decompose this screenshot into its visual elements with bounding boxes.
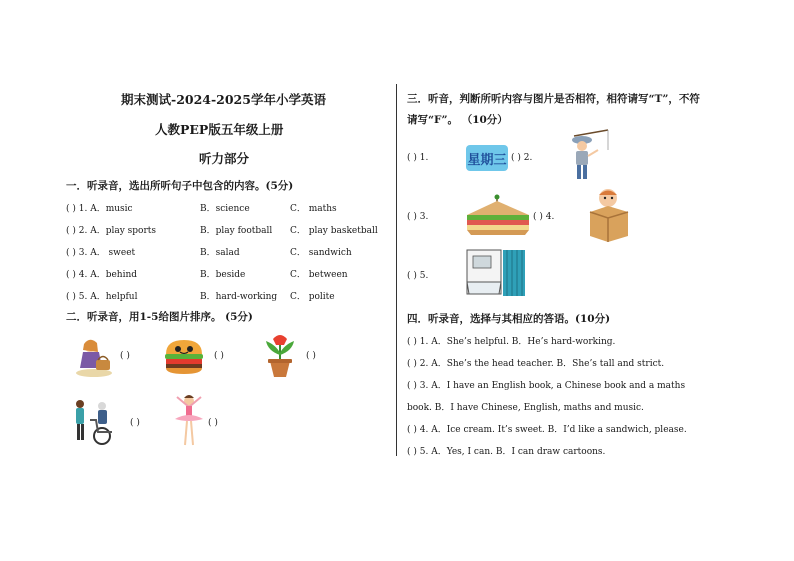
s3-item-1-label: ( ) 1.: [407, 153, 429, 163]
bathroom-icon: [465, 248, 527, 300]
s1-q4: ( ) 4. A．behind: [66, 270, 138, 280]
column-divider: [396, 84, 397, 456]
ballerina-icon: [173, 393, 205, 449]
hamburger-icon: [163, 338, 205, 376]
wheelchair-icon: [72, 398, 120, 446]
exam-title: 期末测试-2024-2025学年小学英语: [121, 92, 326, 107]
s4-line-3-cont: book. B．I have Chinese, English, maths and music.: [407, 403, 644, 413]
s1-q2-c: C． play basketball: [290, 226, 378, 236]
s1-q3-c: C． sandwich: [290, 248, 352, 258]
s1-q1: ( ) 1. A．music: [66, 204, 133, 214]
s1-q1-b: B．science: [200, 204, 250, 214]
s2-answer-paren-4: ( ): [130, 418, 140, 428]
s1-q3: ( ) 3. A． sweet: [66, 248, 136, 258]
section3-heading-line2: 请写“F”。 （10分）: [407, 114, 508, 126]
s4-line-4: ( ) 4. A．Ice cream. It’s sweet. B．I’d like a sandwich, please.: [407, 425, 687, 435]
s1-q2: ( ) 2. A．play sports: [66, 226, 156, 236]
s3-item-2-paren: ( ) 2.: [511, 153, 533, 163]
s1-q2-b: B．play football: [200, 226, 273, 236]
box-child-icon: [586, 186, 632, 242]
s1-q5-c: C． polite: [290, 292, 335, 302]
s1-q4-b: B．beside: [200, 270, 246, 280]
s2-answer-paren-3: ( ): [306, 351, 316, 361]
wednesday-sign-text: 星期三: [467, 153, 507, 168]
s1-q4-c: C． between: [290, 270, 348, 280]
s2-answer-paren-2: ( ): [214, 351, 224, 361]
exam-subtitle: 人教PEP版五年级上册: [155, 122, 284, 137]
s3-item-5-label: ( ) 5.: [407, 271, 429, 281]
listening-part-title: 听力部分: [199, 151, 250, 166]
s4-line-1: ( ) 1. A．She’s helpful. B．He’s hard-working.: [407, 337, 616, 347]
s4-line-5: ( ) 5. A．Yes, I can. B．I can draw cartoons.: [407, 447, 606, 457]
section2-heading: 二．听录音，用1-5给图片排序。 (5分): [66, 311, 253, 323]
s3-item-4-paren: ( ) 4.: [533, 212, 555, 222]
s1-q5: ( ) 5. A．helpful: [66, 292, 138, 302]
flower-pot-icon: [262, 333, 298, 379]
s4-line-3: ( ) 3. A．I have an English book, a Chinese book and a maths: [407, 381, 686, 391]
section4-heading: 四．听录音，选择与其相应的答语。(10分): [407, 313, 611, 325]
s1-q5-b: B．hard-working: [200, 292, 278, 302]
section1-heading: 一．听录音，选出所听句子中包含的内容。(5分): [66, 180, 294, 192]
section3-heading-line1: 三．听音，判断所听内容与图片是否相符，相符请写“T”，不符: [407, 93, 700, 105]
s1-q1-c: C． maths: [290, 204, 337, 214]
fishing-boy-icon: [568, 130, 612, 186]
picnic-girl-icon: [74, 336, 114, 378]
s1-q3-b: B．salad: [200, 248, 240, 258]
sandwich-icon: [465, 193, 531, 237]
s2-answer-paren-1: ( ): [120, 351, 130, 361]
wednesday-sign-icon: [465, 143, 509, 173]
s3-item-3-label: ( ) 3.: [407, 212, 429, 222]
s4-line-2: ( ) 2. A．She’s the head teacher. B．She’s tall and strict.: [407, 359, 665, 369]
s2-answer-paren-5: ( ): [208, 418, 218, 428]
